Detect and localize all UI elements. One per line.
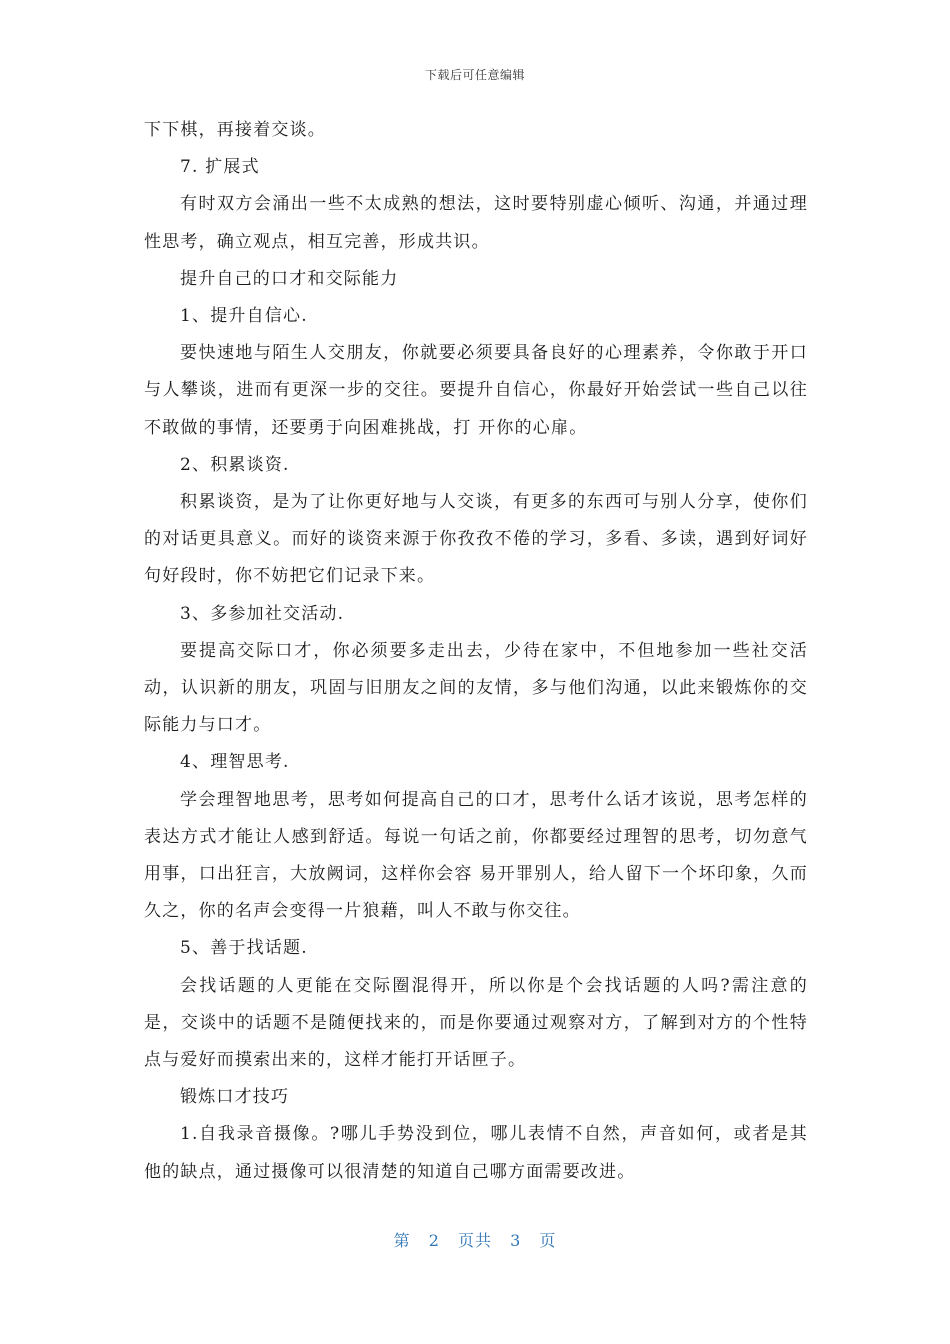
list-heading: 1、提升自信心.	[180, 306, 308, 327]
paragraph: 下下棋，再接着交谈。	[144, 120, 326, 140]
paragraph: 积累谈资，是为了让你更好地与人交谈，有更多的东西可与别人分享，使你们的对话更具意义。而好的谈资来源于你孜孜不倦的学习，多看、多读，遇到好词好句好段时，你不妨把它们记录下来。	[144, 492, 808, 587]
section-heading: 提升自己的口才和交际能力	[180, 268, 399, 289]
page-number-footer: 第 2 页共 3 页	[393, 1231, 557, 1250]
list-heading: 7. 扩展式	[180, 157, 260, 178]
paragraph: 会找话题的人更能在交际圈混得开，所以你是个会找话题的人吗?需注意的是，交谈中的话题不是随便找来的，而是你要通过观察对方，了解到对方的个性特点与爱好而摸索出来的，这样才能打开话匣子。	[144, 975, 808, 1071]
page-header: 下载后可任意编辑	[424, 68, 525, 82]
paragraph: 要快速地与陌生人交朋友，你就要必须要具备良好的心理素养，令你敢于开口与人攀谈，进而有更深一步的交往。要提升自信心，你最好开始尝试一些自己以往不敢做的事情，还要勇于向困难挑战，打 开你的心扉。	[144, 343, 808, 438]
list-heading: 5、善于找话题.	[180, 938, 308, 959]
list-heading: 4、理智思考.	[180, 752, 290, 773]
document-body	[144, 112, 808, 1191]
section-heading: 锻炼口才技巧	[180, 1087, 290, 1108]
paragraph: 有时双方会涌出一些不太成熟的想法，这时要特别虚心倾听、沟通，并通过理性思考，确立观点，相互完善，形成共识。	[144, 194, 808, 252]
paragraph: 学会理智地思考，思考如何提高自己的口才，思考什么话才该说，思考怎样的表达方式才能让人感到舒适。每说一句话之前，你都要经过理智的思考，切勿意气用事，口出狂言，大放阙词，这样你会容 易开罪别人，给人留下一个坏印象，久而久之，你的名声会变得一片狼藉，叫人不敢与你交往。	[144, 789, 808, 922]
paragraph: 要提高交际口才，你必须要多走出去，少待在家中，不但地参加一些社交活动，认识新的朋友，巩固与旧朋友之间的友情，多与他们沟通，以此来锻炼你的交际能力与口才。	[144, 640, 808, 736]
list-heading: 3、多参加社交活动.	[180, 603, 345, 624]
list-heading: 2、积累谈资.	[180, 454, 290, 475]
paragraph: 1.自我录音摄像。?哪儿手势没到位，哪儿表情不自然，声音如何，或者是其他的缺点，通过摄像可以很清楚的知道自己哪方面需要改进。	[144, 1124, 808, 1182]
